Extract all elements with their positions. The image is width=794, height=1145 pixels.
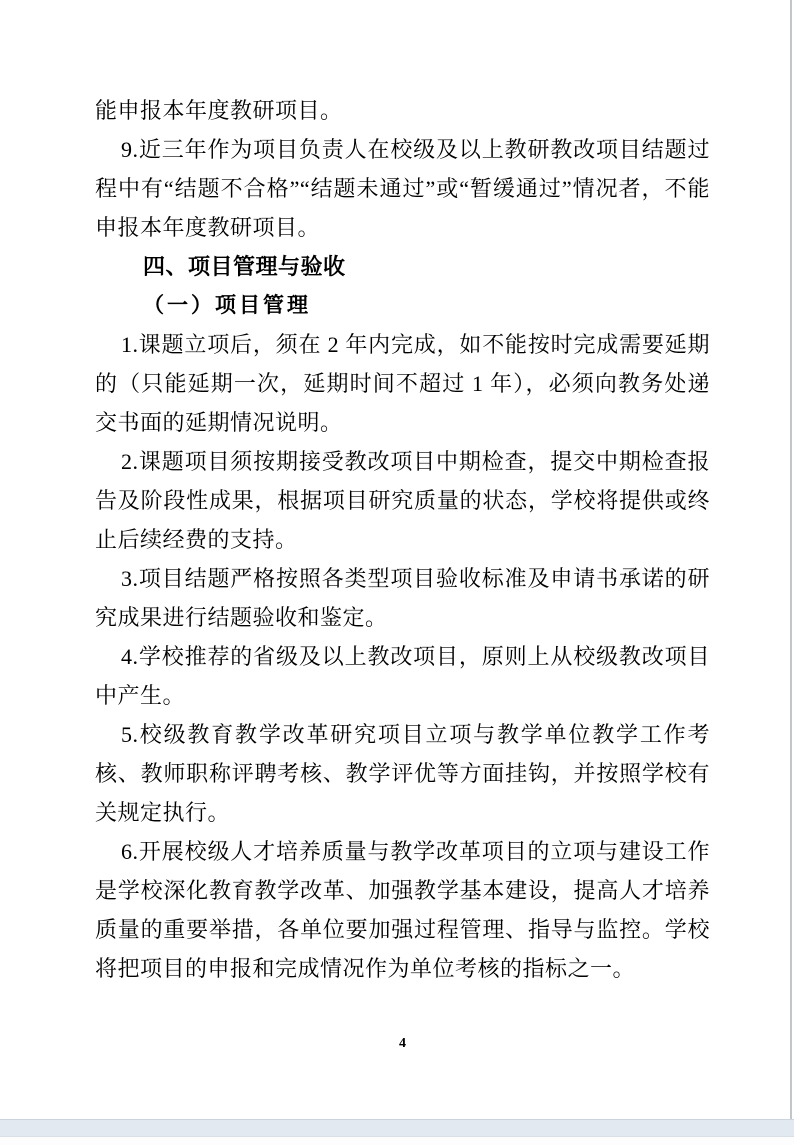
section-heading: 四、项目管理与验收 <box>143 254 346 279</box>
paragraph-item-9: 9.近三年作为项目负责人在校级及以上教研教改项目结题过程中有“结题不合格”“结题未通过”或“暂缓通过”情况者，不能申报本年度教研项目。 <box>95 137 710 240</box>
paragraph-continuation: 能申报本年度教研项目。 <box>95 98 343 123</box>
paragraph-item-2: 2.课题项目须按期接受教改项目中期检查，提交中期检查报告及阶段性成果，根据项目研究质量的状态，学校将提供或终止后续经费的支持。 <box>95 449 710 552</box>
paragraph-item-5: 5.校级教育教学改革研究项目立项与教学单位教学工作考核、教师职称评聘考核、教学评优等方面挂钩，并按照学校有关规定执行。 <box>95 722 710 825</box>
paragraph-item-6: 6.开展校级人才培养质量与教学改革项目的立项与建设工作是学校深化教育教学改革、加强教学基本建设，提高人才培养质量的重要举措，各单位要加强过程管理、指导与监控。学校将把项目的申报和完成情况作为单位考核的指标之一。 <box>95 839 710 981</box>
text-block <box>95 91 710 988</box>
paragraph-item-4: 4.学校推荐的省级及以上教改项目，原则上从校级教改项目中产生。 <box>95 644 710 708</box>
page-number: 4 <box>399 1036 406 1051</box>
paragraph-item-1: 1.课题立项后，须在 2 年内完成，如不能按时完成需要延期的（只能延期一次，延期时间不超过 1 年），必须向教务处递交书面的延期情况说明。 <box>95 332 710 435</box>
sub-heading: （一）项目管理 <box>143 293 311 317</box>
page-gap-band <box>0 1119 794 1137</box>
paragraph-item-3: 3.项目结题严格按照各类型项目验收标准及申请书承诺的研究成果进行结题验收和鉴定。 <box>95 566 710 630</box>
next-page-strip <box>0 1137 794 1145</box>
page-edge-line <box>790 0 792 1119</box>
